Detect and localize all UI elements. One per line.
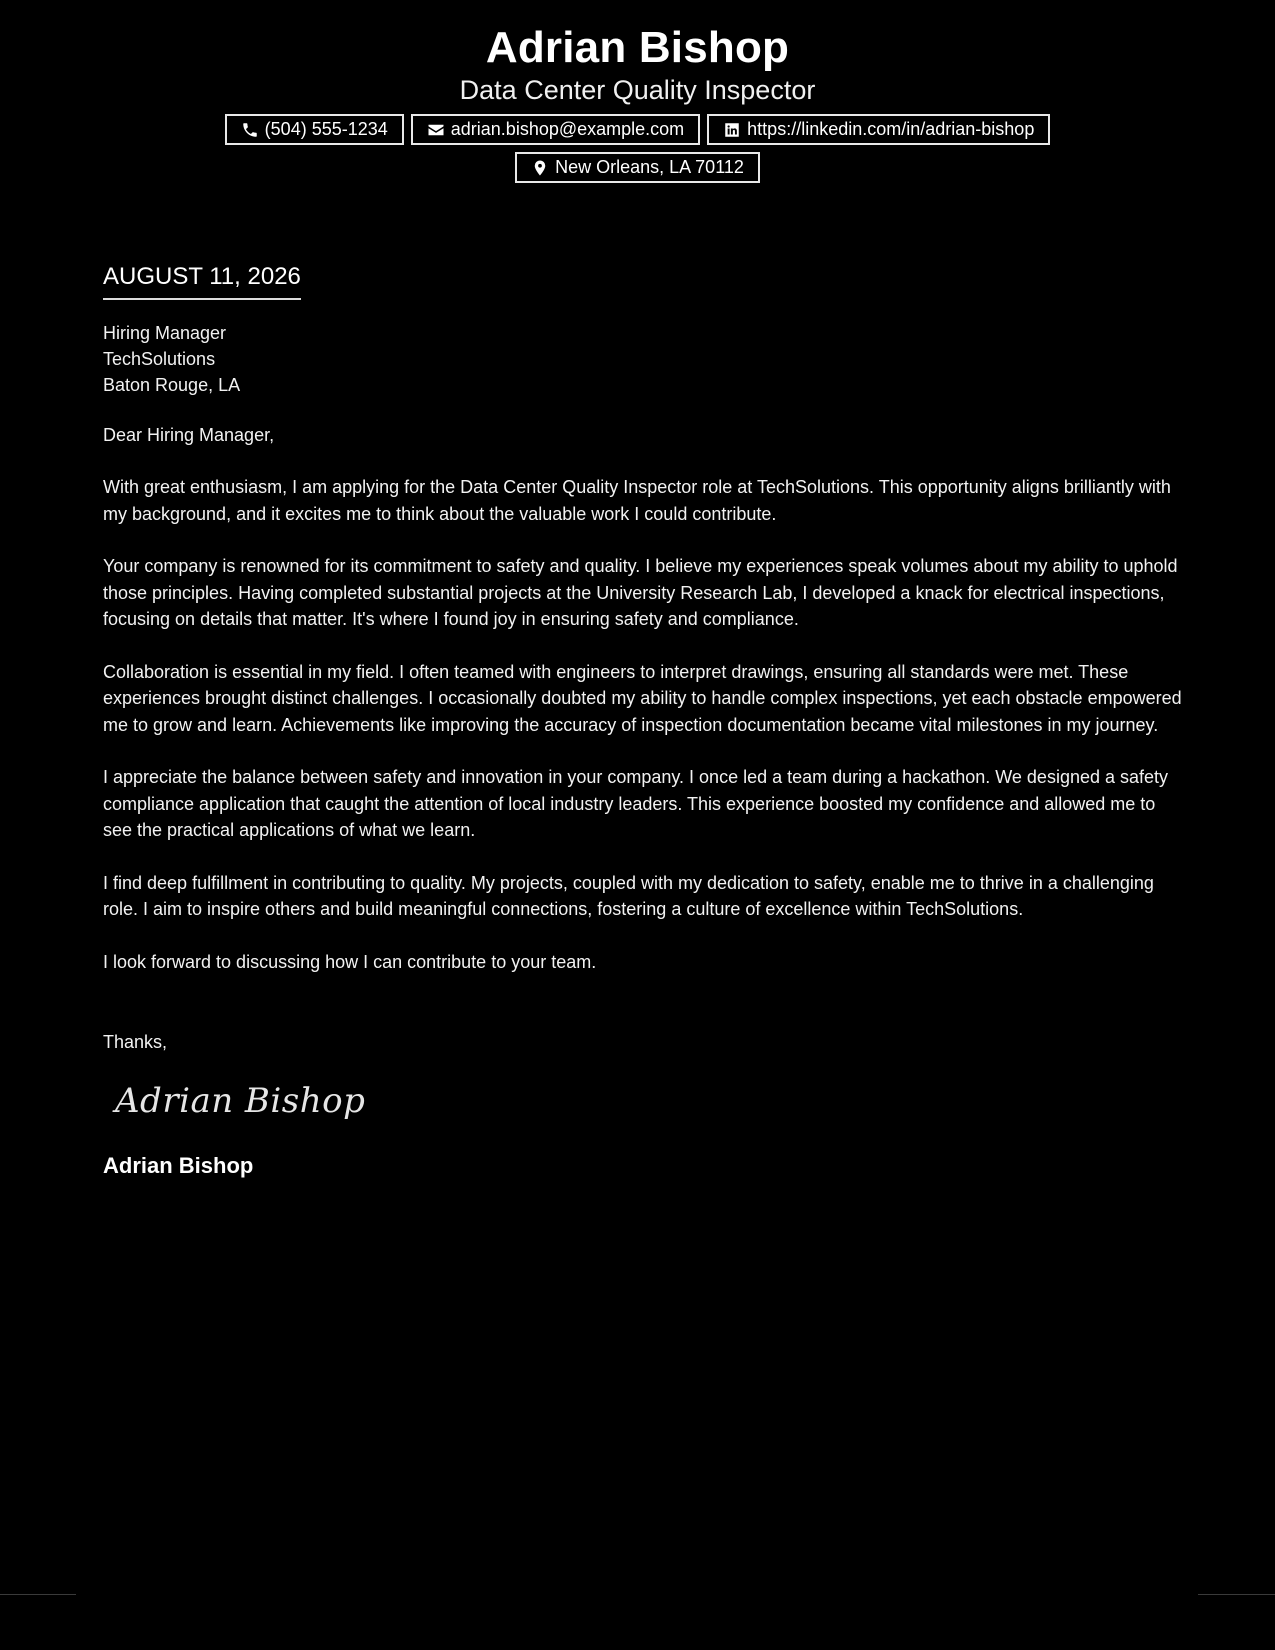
closing: Thanks, xyxy=(103,1032,168,1052)
letter-body xyxy=(103,262,1183,1179)
contact-bar xyxy=(188,114,1088,183)
body-paragraph: I find deep fulfillment in contributing to quality. My projects, coupled with my dedication to safety, enable me to thrive in a challenging role. I aim to inspire others and build meaningful connections, fostering a culture of excellence within TechSolutions. xyxy=(103,872,1154,919)
contact-location-text: New Orleans, LA 70112 xyxy=(555,157,744,177)
recipient-line: Hiring Manager xyxy=(103,323,227,343)
contact-phone-text: (504) 555-1234 xyxy=(264,119,388,139)
page-edge-line-left xyxy=(0,1594,76,1595)
map-pin-icon xyxy=(531,159,549,177)
body-paragraph: With great enthusiasm, I am applying for the Data Center Quality Inspector role at TechSolutions. This opportunity aligns brilliantly with my background, and it excites me to think about the valuable work I could contribute. xyxy=(103,477,1171,524)
body-paragraph: I look forward to discussing how I can contribute to your team. xyxy=(103,951,597,972)
applicant-name: Adrian Bishop xyxy=(485,23,790,72)
salutation: Dear Hiring Manager, xyxy=(103,425,275,445)
contact-location xyxy=(515,152,760,183)
letter-date: AUGUST 11, 2026 xyxy=(103,262,301,300)
page-edge-line-right xyxy=(1198,1594,1275,1595)
body-paragraph: I appreciate the balance between safety and innovation in your company. I once led a team during a hackathon. We designed a safety compliance application that caught the attention of local industry leaders. This experience boosted my confidence and allowed me to see the practical applications of what we learn. xyxy=(103,767,1169,840)
envelope-icon xyxy=(427,121,445,139)
contact-phone[interactable] xyxy=(225,114,404,145)
body-paragraph: Collaboration is essential in my field. I often teamed with engineers to interpret drawings, ensuring all standards were met. These experiences brought distinct challenges. I occasionally doubted my ability to handle complex inspections, yet each obstacle empowered me to grow and learn. Achievements like improving the accuracy of inspection documentation became vital milestones in my journey. xyxy=(103,661,1182,735)
contact-email-text: adrian.bishop@example.com xyxy=(450,119,685,139)
letter-header xyxy=(0,0,1275,183)
contact-email[interactable] xyxy=(411,114,700,145)
phone-icon xyxy=(241,121,259,139)
body-paragraph: Your company is renowned for its commitment to safety and quality. I believe my experiences speak volumes about my ability to uphold those principles. Having completed substantial projects at the University Research Lab, I developed a knack for electrical inspections, focusing on details that matter. It's where I found joy in ensuring safety and compliance. xyxy=(103,556,1178,629)
recipient-address xyxy=(103,320,1183,398)
contact-linkedin-text: https://linkedin.com/in/adrian-bishop xyxy=(747,119,1035,139)
recipient-line: Baton Rouge, LA xyxy=(103,375,241,395)
job-title: Data Center Quality Inspector xyxy=(459,75,816,105)
signed-name: Adrian Bishop xyxy=(103,1153,254,1178)
contact-linkedin[interactable] xyxy=(707,114,1050,145)
linkedin-icon xyxy=(723,121,741,139)
signature-image: Adrian Bishop xyxy=(115,1081,366,1121)
recipient-line: TechSolutions xyxy=(103,349,216,369)
